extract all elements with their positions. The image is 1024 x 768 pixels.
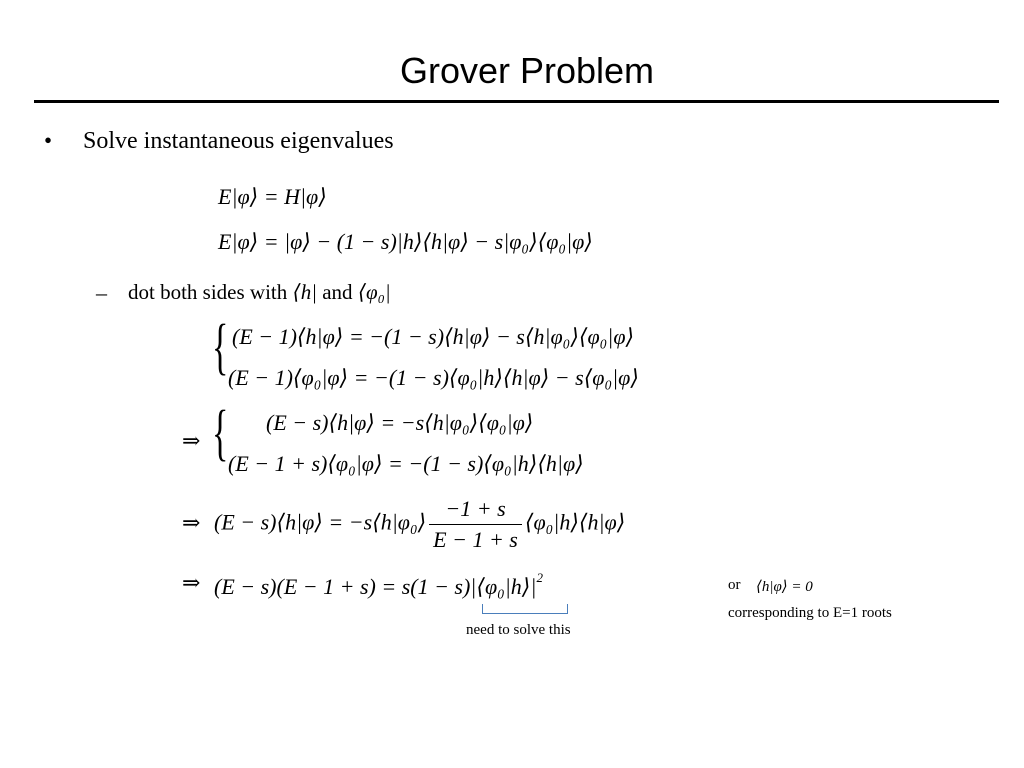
underbrace-bracket (482, 604, 568, 614)
slide-title: Grover Problem (399, 50, 655, 91)
eq5-left: (E − s)⟨h|φ⟩ = −s⟨h|φ₀⟩ (214, 509, 427, 535)
system1-line2: (E − 1)⟨φ₀|φ⟩ = −(1 − s)⟨φ₀|h⟩⟨h|φ⟩ − s⟨φ₀|φ⟩ (228, 365, 639, 390)
sub-bullet-text (128, 280, 391, 305)
implies-symbol-3: ⇒ (182, 570, 201, 595)
need-to-solve-note: need to solve this (466, 622, 571, 638)
title-divider (34, 100, 999, 103)
implies-symbol-2: ⇒ (182, 510, 201, 535)
or-equation: ⟨h|φ⟩ = 0 (756, 579, 813, 595)
eq5-right: ⟨φ₀|h⟩⟨h|φ⟩ (524, 509, 626, 535)
sub-bullet-marker: – (96, 280, 107, 305)
roots-note: corresponding to E=1 roots (728, 605, 892, 621)
system2-line1: (E − s)⟨h|φ⟩ = −s⟨h|φ₀⟩⟨φ₀|φ⟩ (266, 410, 534, 435)
system1-line1: (E − 1)⟨h|φ⟩ = −(1 − s)⟨h|φ⟩ − s⟨h|φ₀⟩⟨φ₀|φ⟩ (232, 324, 635, 349)
bra-phi0: ⟨φ₀| (357, 280, 391, 304)
system-brace-2: { (212, 399, 229, 467)
sub-bullet-label: dot both sides with (128, 280, 288, 304)
system2-line2: (E − 1 + s)⟨φ₀|φ⟩ = −(1 − s)⟨φ₀|h⟩⟨h|φ⟩ (228, 451, 584, 476)
substituted-equation (214, 496, 625, 553)
implies-symbol-1: ⇒ (182, 428, 201, 453)
fraction (429, 496, 522, 553)
eq6-left: (E − s)(E − 1 + s) = s(1 − s)|⟨φ₀|h⟩| (214, 574, 537, 599)
fraction-denominator: E − 1 + s (433, 527, 518, 552)
system-brace-1: { (212, 313, 229, 381)
eigen-equation: E|φ⟩ = H|φ⟩ (218, 184, 327, 209)
or-label: or (728, 577, 741, 593)
eq6-exponent: 2 (536, 570, 543, 585)
sub-bullet-and: and (322, 280, 353, 304)
expanded-equation: E|φ⟩ = |φ⟩ − (1 − s)|h⟩⟨h|φ⟩ − s|φ₀⟩⟨φ₀|φ⟩ (218, 229, 593, 254)
bra-h: ⟨h| (292, 280, 317, 304)
bullet-marker: • (44, 128, 53, 153)
bullet-text: Solve instantaneous eigenvalues (83, 128, 394, 154)
fraction-numerator: −1 + s (429, 496, 522, 525)
characteristic-equation (214, 570, 543, 600)
